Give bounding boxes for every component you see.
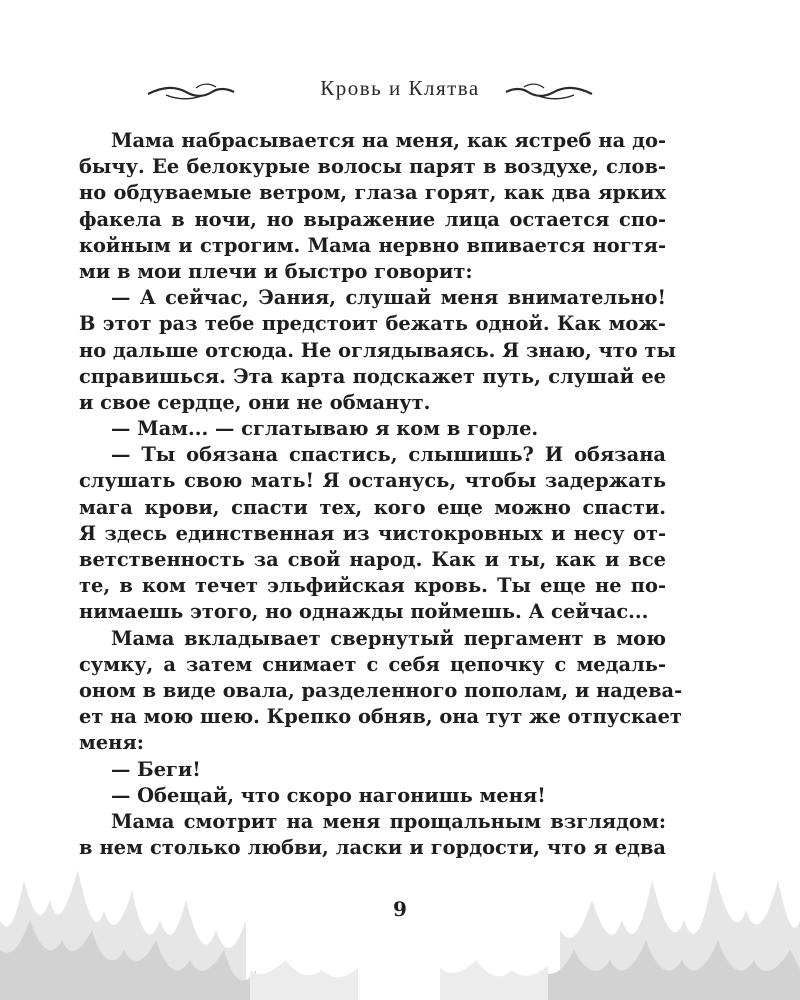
text-line: но дальше отсюда. Не оглядываясь. Я знаю, что ты [79,338,676,362]
text-line: ветственность за свой народ. Как и ты, как и все [79,548,666,571]
page-body-text [79,128,683,861]
text-line: — Мам... — сглатываю я ком в горле. [111,417,539,441]
text-line: меня: [79,731,144,755]
text-line: справишься. Эта карта подскажет путь, слушай ее [79,364,666,388]
text-line: — Беги! [111,757,201,781]
text-line: слушать свою мать! Я останусь, чтобы задержать [79,469,666,493]
text-line: Мама смотрит на меня прощальным взглядом: [111,809,666,833]
text-line: ет на мою шею. Крепко обняв, она тут же отпускает [79,705,682,729]
text-line: Мама вкладывает свернутый пергамент в мою [111,626,666,650]
text-line: — Ты обязана спастись, слышишь? И обязана [111,443,666,467]
text-line: койным и строгим. Мама нервно впивается ногтя- [79,233,666,257]
text-line: сумку, а затем снимает с себя цепочку с медаль- [79,652,666,676]
running-header [0,74,800,106]
text-line: — А сейчас, Эания, слушай меня внимательно! [111,286,666,310]
text-line: оном в виде овала, разделенного пополам, и надева- [79,678,683,702]
text-line: — Обещай, что скоро нагонишь меня! [111,783,546,807]
text-line: но обдуваемые ветром, глаза горят, как два ярких [79,181,666,205]
text-line: Мама набрасывается на меня, как ястреб на до- [111,129,666,152]
flames-decoration-icon [0,850,800,1000]
right-ornament-icon [504,82,594,102]
page-number: 9 [393,897,407,921]
text-line: нимаешь этого, но однажды поймешь. А сейчас... [79,600,649,624]
text-line: и свое сердце, они не обманут. [79,390,431,414]
book-title: Кровь и Клятва [320,76,480,100]
text-line: Я здесь единственная из чистокровных и несу от- [79,521,666,545]
text-line: те, в ком течет эльфийская кровь. Ты еще не по- [79,574,666,598]
text-line: в нем столько любви, ласки и гордости, что я едва [79,836,666,860]
text-line: ми в мои плечи и быстро говорит: [79,259,473,283]
text-line: факела в ночи, но выражение лица остается спо- [79,207,666,231]
text-line: бычу. Ее белокурые волосы парят в воздухе, слов- [79,155,666,179]
text-line: мага крови, спасти тех, кого еще можно спасти. [79,495,666,519]
text-line: В этот раз тебе предстоит бежать одной. Как мож- [79,312,666,336]
